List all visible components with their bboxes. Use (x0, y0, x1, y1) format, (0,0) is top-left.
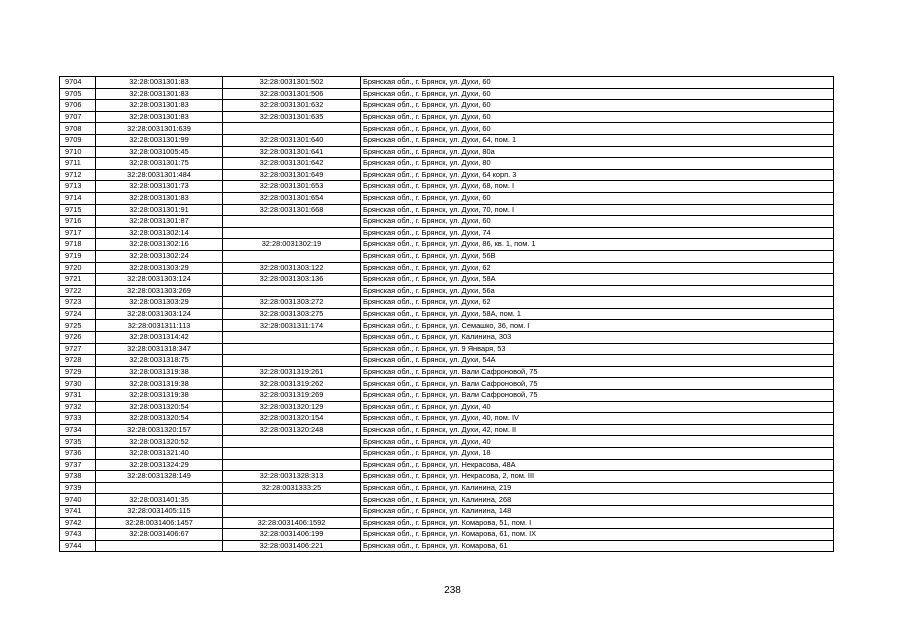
table-row (60, 308, 834, 320)
row-number-cell: 9740 (60, 494, 96, 506)
object-cadastral-number-cell: 32:28:0031320:129 (223, 401, 361, 413)
land-plot-cadastral-number-cell: 32:28:0031328:149 (96, 471, 223, 483)
table-row (60, 343, 834, 355)
registry-table (59, 76, 834, 552)
row-number-cell: 9704 (60, 77, 96, 89)
object-cadastral-number-cell: 32:28:0031301:506 (223, 88, 361, 100)
land-plot-cadastral-number-cell: 32:28:0031318:75 (96, 355, 223, 367)
address-cell: Брянская обл., г. Брянск, ул. Духи, 60 (361, 111, 834, 123)
object-cadastral-number-cell: 32:28:0031333:25 (223, 482, 361, 494)
land-plot-cadastral-number-cell: 32:28:0031303:269 (96, 285, 223, 297)
land-plot-cadastral-number-cell: 32:28:0031319:38 (96, 366, 223, 378)
table-row (60, 424, 834, 436)
land-plot-cadastral-number-cell: 32:28:0031401:35 (96, 494, 223, 506)
row-number-cell: 9735 (60, 436, 96, 448)
row-number-cell: 9725 (60, 320, 96, 332)
object-cadastral-number-cell: 32:28:0031301:502 (223, 77, 361, 89)
table-row (60, 123, 834, 135)
land-plot-cadastral-number-cell: 32:28:0031320:157 (96, 424, 223, 436)
address-cell: Брянская обл., г. Брянск, ул. Духи, 70, пом. I (361, 204, 834, 216)
table-row (60, 158, 834, 170)
row-number-cell: 9719 (60, 250, 96, 262)
table-row (60, 192, 834, 204)
object-cadastral-number-cell: 32:28:0031319:262 (223, 378, 361, 390)
address-cell: Брянская обл., г. Брянск, ул. Духи, 60 (361, 88, 834, 100)
row-number-cell: 9730 (60, 378, 96, 390)
object-cadastral-number-cell: 32:28:0031301:641 (223, 146, 361, 158)
row-number-cell: 9714 (60, 192, 96, 204)
table-row (60, 274, 834, 286)
object-cadastral-number-cell (223, 436, 361, 448)
land-plot-cadastral-number-cell: 32:28:0031319:38 (96, 390, 223, 402)
object-cadastral-number-cell: 32:28:0031406:199 (223, 529, 361, 541)
land-plot-cadastral-number-cell: 32:28:0031301:83 (96, 100, 223, 112)
address-cell: Брянская обл., г. Брянск, ул. Духи, 60 (361, 100, 834, 112)
land-plot-cadastral-number-cell: 32:28:0031302:16 (96, 239, 223, 251)
address-cell: Брянская обл., г. Брянск, ул. Духи, 62 (361, 262, 834, 274)
row-number-cell: 9718 (60, 239, 96, 251)
table-row (60, 204, 834, 216)
address-cell: Брянская обл., г. Брянск, ул. Духи, 62 (361, 297, 834, 309)
object-cadastral-number-cell (223, 459, 361, 471)
object-cadastral-number-cell: 32:28:0031301:642 (223, 158, 361, 170)
object-cadastral-number-cell: 32:28:0031319:261 (223, 366, 361, 378)
land-plot-cadastral-number-cell: 32:28:0031302:24 (96, 250, 223, 262)
land-plot-cadastral-number-cell: 32:28:0031303:29 (96, 297, 223, 309)
land-plot-cadastral-number-cell: 32:28:0031320:52 (96, 436, 223, 448)
object-cadastral-number-cell: 32:28:0031328:313 (223, 471, 361, 483)
address-cell: Брянская обл., г. Брянск, ул. Духи, 60 (361, 192, 834, 204)
object-cadastral-number-cell: 32:28:0031301:668 (223, 204, 361, 216)
table-row (60, 239, 834, 251)
address-cell: Брянская обл., г. Брянск, ул. Духи, 68, пом. I (361, 181, 834, 193)
table-row (60, 448, 834, 460)
object-cadastral-number-cell: 32:28:0031302:19 (223, 239, 361, 251)
row-number-cell: 9739 (60, 482, 96, 494)
land-plot-cadastral-number-cell: 32:28:0031405:115 (96, 505, 223, 517)
land-plot-cadastral-number-cell: 32:28:0031320:54 (96, 413, 223, 425)
object-cadastral-number-cell: 32:28:0031303:136 (223, 274, 361, 286)
land-plot-cadastral-number-cell: 32:28:0031318:347 (96, 343, 223, 355)
row-number-cell: 9732 (60, 401, 96, 413)
row-number-cell: 9734 (60, 424, 96, 436)
registry-table-body (60, 77, 834, 552)
table-row (60, 297, 834, 309)
row-number-cell: 9744 (60, 540, 96, 552)
land-plot-cadastral-number-cell: 32:28:0031311:113 (96, 320, 223, 332)
table-row (60, 100, 834, 112)
address-cell: Брянская обл., г. Брянск, ул. Духи, 40 (361, 401, 834, 413)
address-cell: Брянская обл., г. Брянск, ул. Калинина, 148 (361, 505, 834, 517)
table-row (60, 146, 834, 158)
row-number-cell: 9711 (60, 158, 96, 170)
address-cell: Брянская обл., г. Брянск, ул. Комарова, 61 (361, 540, 834, 552)
table-row (60, 250, 834, 262)
land-plot-cadastral-number-cell: 32:28:0031301:87 (96, 216, 223, 228)
object-cadastral-number-cell (223, 505, 361, 517)
row-number-cell: 9729 (60, 366, 96, 378)
table-row (60, 378, 834, 390)
land-plot-cadastral-number-cell: 32:28:0031301:73 (96, 181, 223, 193)
table-row (60, 169, 834, 181)
land-plot-cadastral-number-cell: 32:28:0031301:83 (96, 111, 223, 123)
address-cell: Брянская обл., г. Брянск, ул. Духи, 40, пом. IV (361, 413, 834, 425)
object-cadastral-number-cell: 32:28:0031301:653 (223, 181, 361, 193)
land-plot-cadastral-number-cell: 32:28:0031303:124 (96, 274, 223, 286)
land-plot-cadastral-number-cell: 32:28:0031324:29 (96, 459, 223, 471)
land-plot-cadastral-number-cell: 32:28:0031301:83 (96, 77, 223, 89)
table-row (60, 540, 834, 552)
row-number-cell: 9741 (60, 505, 96, 517)
row-number-cell: 9715 (60, 204, 96, 216)
address-cell: Брянская обл., г. Брянск, ул. Духи, 58А, пом. 1 (361, 308, 834, 320)
row-number-cell: 9721 (60, 274, 96, 286)
address-cell: Брянская обл., г. Брянск, ул. Духи, 54А (361, 355, 834, 367)
table-row (60, 482, 834, 494)
address-cell: Брянская обл., г. Брянск, ул. Духи, 86, кв. 1, пом. 1 (361, 239, 834, 251)
address-cell: Брянская обл., г. Брянск, ул. Комарова, 51, пом. I (361, 517, 834, 529)
address-cell: Брянская обл., г. Брянск, ул. Духи, 58А (361, 274, 834, 286)
address-cell: Брянская обл., г. Брянск, ул. Духи, 56В (361, 250, 834, 262)
table-row (60, 332, 834, 344)
row-number-cell: 9731 (60, 390, 96, 402)
address-cell: Брянская обл., г. Брянск, ул. Вали Сафроновой, 75 (361, 378, 834, 390)
row-number-cell: 9710 (60, 146, 96, 158)
table-row (60, 413, 834, 425)
row-number-cell: 9738 (60, 471, 96, 483)
table-row (60, 505, 834, 517)
object-cadastral-number-cell: 32:28:0031320:154 (223, 413, 361, 425)
address-cell: Брянская обл., г. Брянск, ул. 9 Января, 53 (361, 343, 834, 355)
table-row (60, 320, 834, 332)
page-number: 238 (444, 585, 461, 596)
address-cell: Брянская обл., г. Брянск, ул. Семашко, 36, пом. I (361, 320, 834, 332)
address-cell: Брянская обл., г. Брянск, ул. Духи, 60 (361, 216, 834, 228)
land-plot-cadastral-number-cell: 32:28:0031301:99 (96, 134, 223, 146)
row-number-cell: 9733 (60, 413, 96, 425)
object-cadastral-number-cell: 32:28:0031301:640 (223, 134, 361, 146)
address-cell: Брянская обл., г. Брянск, ул. Вали Сафроновой, 75 (361, 390, 834, 402)
land-plot-cadastral-number-cell: 32:28:0031301:75 (96, 158, 223, 170)
table-row (60, 494, 834, 506)
address-cell: Брянская обл., г. Брянск, ул. Духи, 60 (361, 123, 834, 135)
land-plot-cadastral-number-cell (96, 540, 223, 552)
row-number-cell: 9723 (60, 297, 96, 309)
land-plot-cadastral-number-cell: 32:28:0031301:83 (96, 88, 223, 100)
object-cadastral-number-cell: 32:28:0031320:248 (223, 424, 361, 436)
land-plot-cadastral-number-cell: 32:28:0031301:83 (96, 192, 223, 204)
land-plot-cadastral-number-cell: 32:28:0031005:45 (96, 146, 223, 158)
object-cadastral-number-cell: 32:28:0031406:221 (223, 540, 361, 552)
address-cell: Брянская обл., г. Брянск, ул. Вали Сафроновой, 75 (361, 366, 834, 378)
row-number-cell: 9720 (60, 262, 96, 274)
land-plot-cadastral-number-cell: 32:28:0031321:40 (96, 448, 223, 460)
address-cell: Брянская обл., г. Брянск, ул. Духи, 80а (361, 146, 834, 158)
table-row (60, 88, 834, 100)
object-cadastral-number-cell: 32:28:0031311:174 (223, 320, 361, 332)
land-plot-cadastral-number-cell: 32:28:0031301:91 (96, 204, 223, 216)
table-row (60, 227, 834, 239)
row-number-cell: 9736 (60, 448, 96, 460)
table-row (60, 77, 834, 89)
table-row (60, 134, 834, 146)
table-row (60, 262, 834, 274)
object-cadastral-number-cell (223, 332, 361, 344)
address-cell: Брянская обл., г. Брянск, ул. Духи, 60 (361, 77, 834, 89)
object-cadastral-number-cell (223, 227, 361, 239)
address-cell: Брянская обл., г. Брянск, ул. Духи, 18 (361, 448, 834, 460)
land-plot-cadastral-number-cell: 32:28:0031319:38 (96, 378, 223, 390)
land-plot-cadastral-number-cell: 32:28:0031320:54 (96, 401, 223, 413)
row-number-cell: 9705 (60, 88, 96, 100)
address-cell: Брянская обл., г. Брянск, ул. Духи, 64 корп. 3 (361, 169, 834, 181)
row-number-cell: 9712 (60, 169, 96, 181)
object-cadastral-number-cell (223, 285, 361, 297)
table-row (60, 436, 834, 448)
land-plot-cadastral-number-cell: 32:28:0031301:484 (96, 169, 223, 181)
table-row (60, 390, 834, 402)
row-number-cell: 9706 (60, 100, 96, 112)
table-row (60, 366, 834, 378)
address-cell: Брянская обл., г. Брянск, ул. Калинина, 268 (361, 494, 834, 506)
object-cadastral-number-cell: 32:28:0031303:122 (223, 262, 361, 274)
row-number-cell: 9737 (60, 459, 96, 471)
object-cadastral-number-cell: 32:28:0031301:649 (223, 169, 361, 181)
object-cadastral-number-cell (223, 343, 361, 355)
table-row (60, 111, 834, 123)
table-row (60, 355, 834, 367)
row-number-cell: 9743 (60, 529, 96, 541)
object-cadastral-number-cell: 32:28:0031301:635 (223, 111, 361, 123)
row-number-cell: 9717 (60, 227, 96, 239)
object-cadastral-number-cell (223, 250, 361, 262)
row-number-cell: 9727 (60, 343, 96, 355)
address-cell: Брянская обл., г. Брянск, ул. Духи, 42, пом. II (361, 424, 834, 436)
land-plot-cadastral-number-cell: 32:28:0031302:14 (96, 227, 223, 239)
object-cadastral-number-cell: 32:28:0031303:272 (223, 297, 361, 309)
address-cell: Брянская обл., г. Брянск, ул. Калинина, 219 (361, 482, 834, 494)
table-row (60, 459, 834, 471)
address-cell: Брянская обл., г. Брянск, ул. Духи, 64, пом. 1 (361, 134, 834, 146)
object-cadastral-number-cell: 32:28:0031301:632 (223, 100, 361, 112)
table-row (60, 471, 834, 483)
row-number-cell: 9742 (60, 517, 96, 529)
table-row (60, 517, 834, 529)
table-row (60, 529, 834, 541)
land-plot-cadastral-number-cell: 32:28:0031406:67 (96, 529, 223, 541)
address-cell: Брянская обл., г. Брянск, ул. Комарова, 61, пом. IX (361, 529, 834, 541)
table-row (60, 181, 834, 193)
object-cadastral-number-cell (223, 216, 361, 228)
land-plot-cadastral-number-cell: 32:28:0031303:124 (96, 308, 223, 320)
address-cell: Брянская обл., г. Брянск, ул. Духи, 74 (361, 227, 834, 239)
object-cadastral-number-cell (223, 123, 361, 135)
object-cadastral-number-cell (223, 494, 361, 506)
table-row (60, 285, 834, 297)
table-row (60, 401, 834, 413)
land-plot-cadastral-number-cell: 32:28:0031406:1457 (96, 517, 223, 529)
object-cadastral-number-cell: 32:28:0031406:1592 (223, 517, 361, 529)
row-number-cell: 9726 (60, 332, 96, 344)
object-cadastral-number-cell: 32:28:0031303:275 (223, 308, 361, 320)
address-cell: Брянская обл., г. Брянск, ул. Некрасова, 2, пом. III (361, 471, 834, 483)
object-cadastral-number-cell (223, 448, 361, 460)
table-row (60, 216, 834, 228)
land-plot-cadastral-number-cell: 32:28:0031301:639 (96, 123, 223, 135)
land-plot-cadastral-number-cell: 32:28:0031303:29 (96, 262, 223, 274)
address-cell: Брянская обл., г. Брянск, ул. Калинина, 303 (361, 332, 834, 344)
object-cadastral-number-cell (223, 355, 361, 367)
row-number-cell: 9708 (60, 123, 96, 135)
object-cadastral-number-cell: 32:28:0031301:654 (223, 192, 361, 204)
address-cell: Брянская обл., г. Брянск, ул. Духи, 56а (361, 285, 834, 297)
land-plot-cadastral-number-cell (96, 482, 223, 494)
land-plot-cadastral-number-cell: 32:28:0031314:42 (96, 332, 223, 344)
row-number-cell: 9728 (60, 355, 96, 367)
row-number-cell: 9713 (60, 181, 96, 193)
row-number-cell: 9724 (60, 308, 96, 320)
row-number-cell: 9722 (60, 285, 96, 297)
row-number-cell: 9709 (60, 134, 96, 146)
row-number-cell: 9707 (60, 111, 96, 123)
object-cadastral-number-cell: 32:28:0031319:269 (223, 390, 361, 402)
address-cell: Брянская обл., г. Брянск, ул. Некрасова, 48А (361, 459, 834, 471)
row-number-cell: 9716 (60, 216, 96, 228)
address-cell: Брянская обл., г. Брянск, ул. Духи, 40 (361, 436, 834, 448)
address-cell: Брянская обл., г. Брянск, ул. Духи, 80 (361, 158, 834, 170)
